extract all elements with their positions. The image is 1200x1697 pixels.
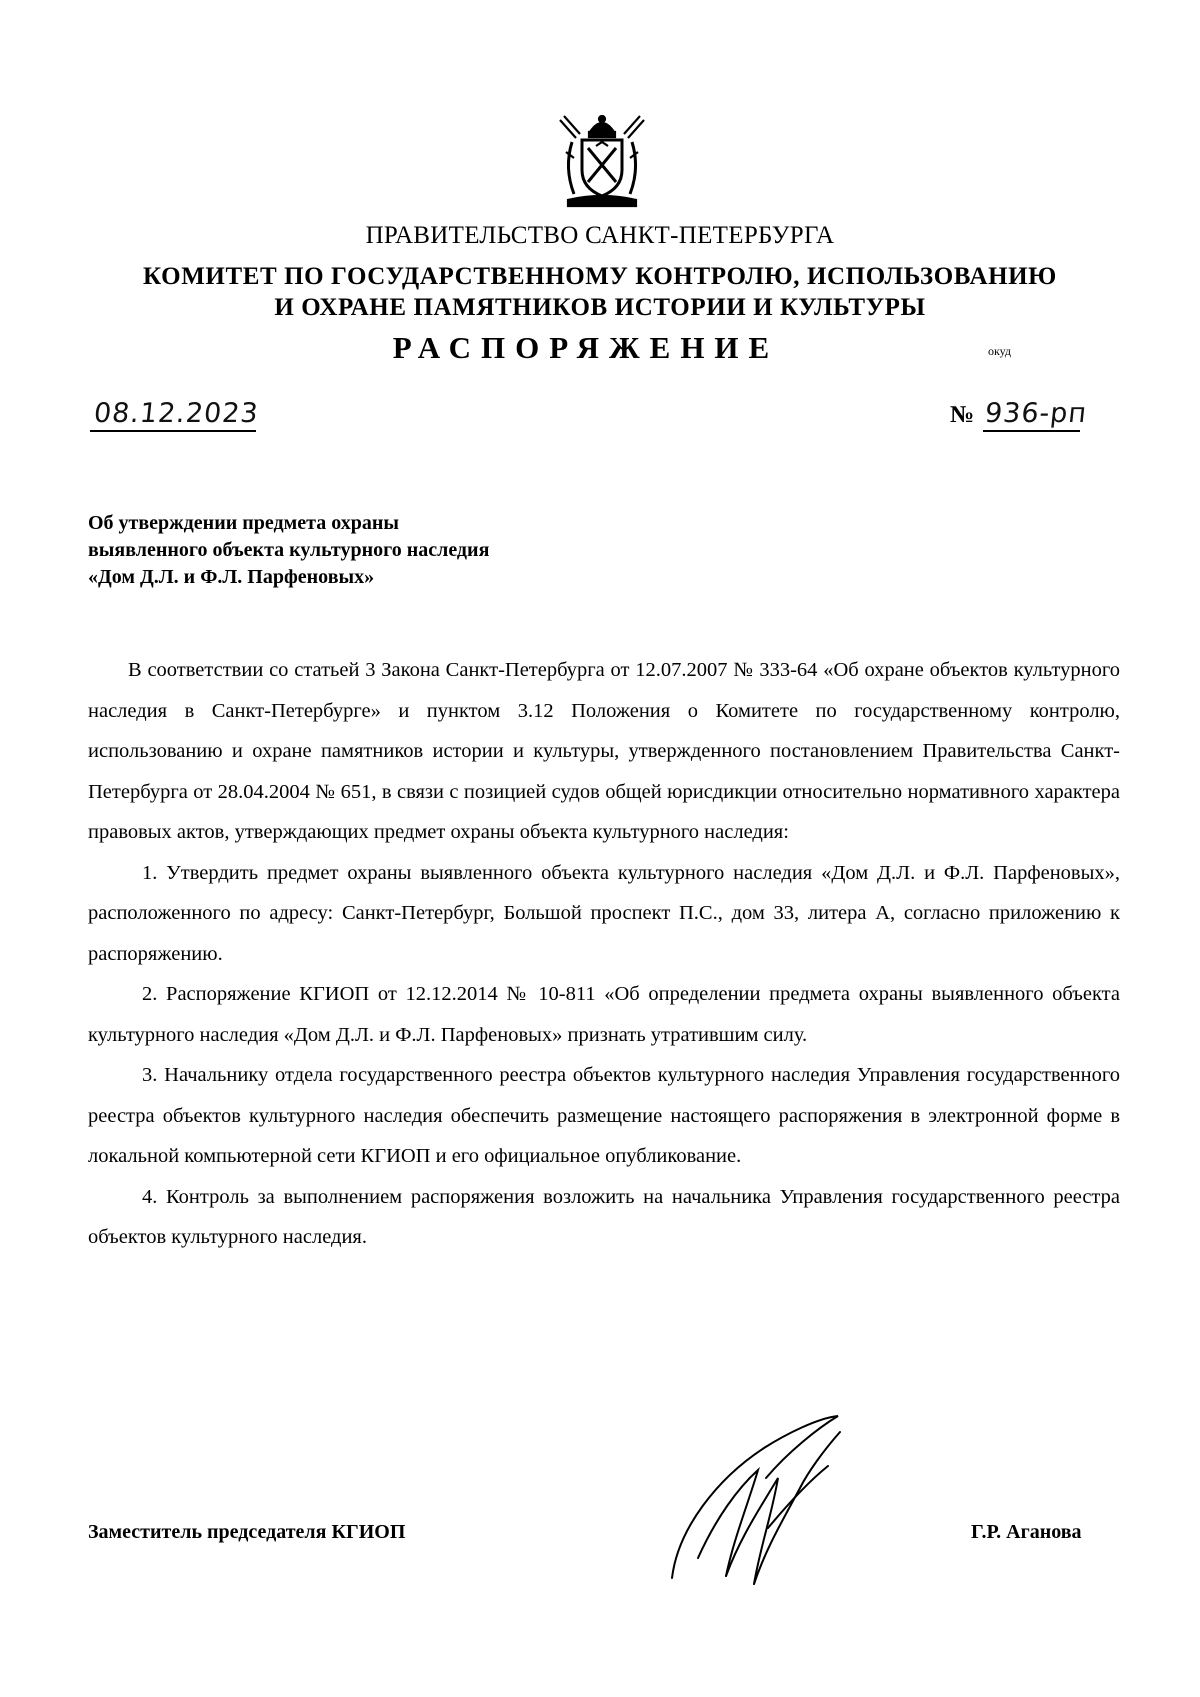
item-1-paragraph: 1. Утвердить предмет охраны выявленного объекта культурного наследия «Дом Д.Л. и Ф.Л. Парфеновых», расположенного по адресу: Санкт-Петербург, Большой проспект П.С., дом 33, литера А, согласно приложению к распоряжению. <box>88 861 1120 965</box>
committee-line-1: КОМИТЕТ ПО ГОСУДАРСТВЕННОМУ КОНТРОЛЮ, ИСПОЛЬЗОВАНИЮ <box>143 263 1057 290</box>
government-name: ПРАВИТЕЛЬСТВО САНКТ-ПЕТЕРБУРГА <box>365 222 835 249</box>
okud-label: окуд <box>988 344 1012 358</box>
date-underline <box>90 430 256 432</box>
preamble-paragraph: В соответствии со статьей 3 Закона Санкт-Петербурга от 12.07.2007 № 333-64 «Об охране объектов культурного наследия в Санкт-Петербурге» и пунктом 3.12 Положения о Комитете по государственному контролю, использованию и охране памятников истории и культуры, утвержденного постановлением Правительства Санкт-Петербурга от 28.04.2004 № 651, в связи с позицией судов общей юрисдикции относительно нормативного характера правовых актов, утверждающих предмет охраны объекта культурного наследия: <box>88 659 1120 843</box>
signatory-name: Г.Р. Аганова <box>971 1521 1082 1543</box>
coat-of-arms-icon <box>550 108 654 212</box>
item-2-paragraph: 2. Распоряжение КГИОП от 12.12.2014 № 10-811 «Об определении предмета охраны выявленного объекта культурного наследия «Дом Д.Л. и Ф.Л. Парфеновых» признать утратившим силу. <box>88 983 1120 1046</box>
number-label: № <box>950 402 975 428</box>
subject-line-3: «Дом Д.Л. и Ф.Л. Парфеновых» <box>88 566 375 588</box>
subject-line-2: выявленного объекта культурного наследия <box>88 539 490 561</box>
number-underline <box>983 430 1080 432</box>
item-3-paragraph: 3. Начальнику отдела государственного реестра объектов культурного наследия Управления государственного реестра объектов культурного наследия обеспечить размещение настоящего распоряжения в электронной форме в локальной компьютерной сети КГИОП и его официальное опубликование. <box>88 1064 1120 1167</box>
committee-name <box>0 261 1200 323</box>
subject-line-1: Об утверждении предмета охраны <box>88 512 399 534</box>
item-4-paragraph: 4. Контроль за выполнением распоряжения возложить на начальника Управления государственного реестра объектов культурного наследия. <box>88 1185 1120 1248</box>
document-number: 936-рп <box>983 398 1089 429</box>
committee-line-2: И ОХРАНЕ ПАМЯТНИКОВ ИСТОРИИ И КУЛЬТУРЫ <box>274 294 926 321</box>
handwritten-signature <box>668 1408 878 1598</box>
signatory-title: Заместитель председателя КГИОП <box>88 1521 406 1543</box>
document-body <box>88 650 1120 1258</box>
document-type: РАСПОРЯЖЕНИЕ <box>392 330 780 365</box>
document-date: 08.12.2023 <box>92 398 261 429</box>
document-subject <box>88 510 688 591</box>
